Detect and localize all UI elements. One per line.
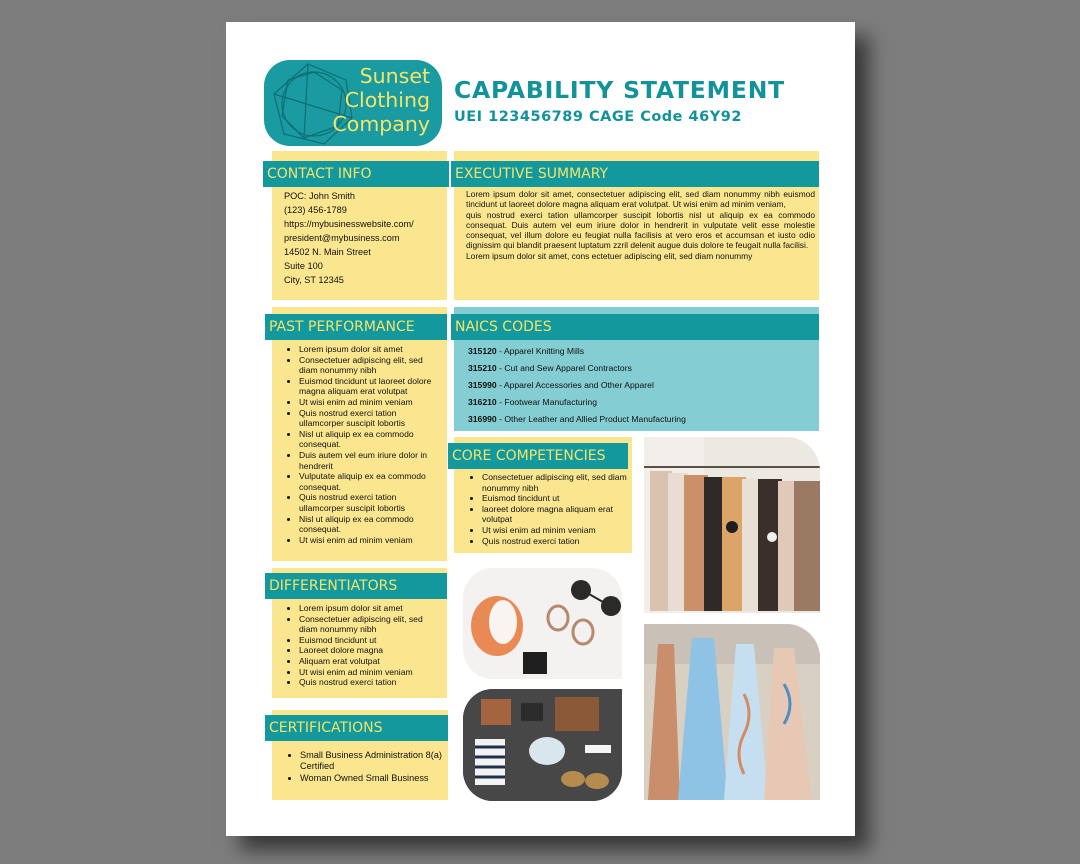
list-item: • Consectetuer adipiscing elit, sed diam nonummy nibh: [299, 614, 443, 635]
list-item: • Lorem ipsum dolor sit amet: [299, 603, 443, 614]
logo-line-3: Company: [332, 112, 430, 136]
page-title: CAPABILITY STATEMENT: [454, 76, 786, 104]
accessories-image: [463, 568, 622, 679]
summary-paragraph: Lorem ipsum dolor sit amet, cons ectetuer adipiscing elit, sed diam nonummy: [466, 250, 753, 261]
past-performance-list: [283, 344, 443, 545]
list-item: • Euismod tincidunt ut: [299, 635, 443, 646]
list-item: • Ut wisi enim ad minim veniam: [299, 397, 443, 408]
list-item: • Duis autem vel eum iriure dolor in hendrerit: [299, 450, 443, 471]
core-competencies-heading: CORE COMPETENCIES: [448, 443, 628, 469]
list-item: • Aliquam erat volutpat: [299, 656, 443, 667]
contact-suite: Suite 100: [284, 261, 323, 271]
list-item: • Quis nostrud exerci tation: [299, 677, 443, 688]
list-item: • Laoreet dolore magna: [299, 645, 443, 656]
naics-row: 315210 - Cut and Sew Apparel Contractors: [468, 363, 632, 373]
list-item: • Woman Owned Small Business: [300, 773, 444, 784]
clothing-rack-image: [644, 437, 820, 613]
dresses-image: [644, 624, 820, 800]
core-competencies-list: [466, 472, 628, 546]
accessories-photo: [463, 568, 622, 679]
summary-paragraph: quis nostrud exerci tation ullamcorper suscipit lobortis nisl ut aliquip ex ea commodo consequat. Duis autem vel eum iriure dolor in hendrerit in vulputate velit esse molestie consequat, vel illum dolore eu feugiat nulla facilisis at vero eros et accumsan et iusto odio dignissim qui blandit praesent luptatum zzril delenit augue duis dolore te feugait nulla facilisi.: [466, 209, 815, 251]
contact-email: president@mybusiness.com: [284, 233, 400, 243]
contact-list: [284, 189, 444, 287]
list-item: • Nisl ut aliquip ex ea commodo consequat.: [299, 514, 443, 535]
list-item: • Small Business Administration 8(a) Certified: [300, 750, 444, 773]
summary-paragraph: Lorem ipsum dolor sit amet, consectetuer adipiscing elit, sed diam nonummy nibh euismod tincidunt ut laoreet dolore magna aliquam erat volutpat. Ut wisi enim ad minim veniam,: [466, 189, 815, 210]
naics-row: 316990 - Other Leather and Allied Product Manufacturing: [468, 414, 686, 424]
list-item: • Ut wisi enim ad minim veniam: [482, 525, 628, 536]
flatlay-image: [463, 689, 622, 801]
list-item: • Consectetuer adipiscing elit, sed diam nonummy nibh: [482, 472, 628, 493]
list-item: • Nisl ut aliquip ex ea commodo consequat.: [299, 429, 443, 450]
flatlay-photo: [463, 689, 622, 801]
contact-poc: POC: John Smith: [284, 191, 355, 201]
list-item: • laoreet dolore magna aliquam erat volutpat: [482, 504, 628, 525]
certifications-heading: CERTIFICATIONS: [265, 715, 448, 741]
logo-line-1: Sunset: [359, 64, 430, 88]
capability-statement-page: [226, 22, 855, 836]
past-performance-heading: PAST PERFORMANCE: [265, 314, 447, 340]
naics-row: 315120 - Apparel Knitting Mills: [468, 346, 585, 356]
naics-heading: NAICS CODES: [451, 314, 819, 340]
list-item: • Euismod tincidunt ut: [482, 493, 628, 504]
differentiators-list: [283, 603, 443, 688]
dresses-photo: [644, 624, 820, 800]
contact-website: https://mybusinesswebsite.com/: [284, 219, 414, 229]
contact-street: 14502 N. Main Street: [284, 247, 371, 257]
contact-heading: CONTACT INFO: [263, 161, 449, 187]
list-item: • Quis nostrud exerci tation: [482, 536, 628, 547]
contact-city: City, ST 12345: [284, 275, 344, 285]
list-item: • Quis nostrud exerci tation ullamcorper suscipit lobortis: [299, 492, 443, 513]
executive-summary-text: [466, 189, 815, 261]
list-item: • Quis nostrud exerci tation ullamcorper suscipit lobortis: [299, 408, 443, 429]
logo-line-2: Clothing: [344, 88, 430, 112]
differentiators-heading: DIFFERENTIATORS: [265, 573, 447, 599]
naics-row: 315990 - Apparel Accessories and Other Apparel: [468, 380, 654, 390]
list-item: • Vulputate aliquip ex ea commodo consequat.: [299, 471, 443, 492]
list-item: • Euismod tincidunt ut laoreet dolore magna aliquam erat volutpat: [299, 376, 443, 397]
list-item: • Consectetuer adipiscing elit, sed diam nonummy nibh: [299, 355, 443, 376]
clothing-rack-photo: [644, 437, 820, 613]
list-item: • Ut wisi enim ad minim veniam: [299, 667, 443, 678]
page-subtitle: UEI 123456789 CAGE Code 46Y92: [454, 109, 742, 125]
naics-row: 316210 - Footwear Manufacturing: [468, 397, 597, 407]
list-item: • Ut wisi enim ad minim veniam: [299, 535, 443, 546]
contact-phone: (123) 456-1789: [284, 205, 347, 215]
company-logo: [264, 60, 442, 146]
executive-summary-heading: EXECUTIVE SUMMARY: [451, 161, 819, 187]
certifications-list: [284, 750, 444, 784]
naics-list: [468, 343, 813, 428]
list-item: • Lorem ipsum dolor sit amet: [299, 344, 443, 355]
